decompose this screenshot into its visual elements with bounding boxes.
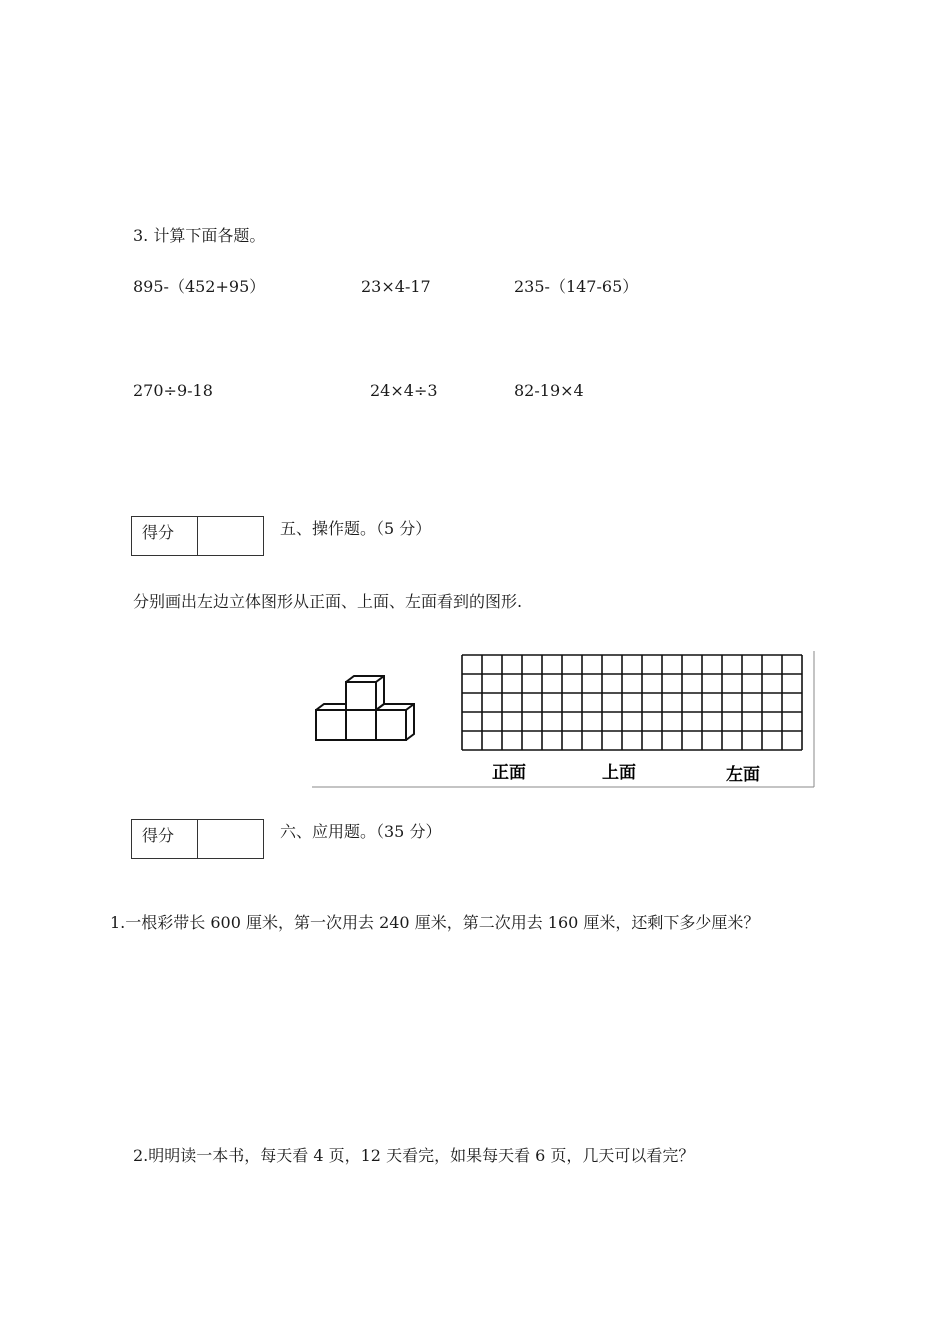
cube-stack-drawing	[316, 676, 414, 740]
grid-label-left: 左面	[726, 765, 760, 785]
score-label: 得分	[132, 517, 198, 555]
word-problem: 2.明明读一本书，每天看 4 页，12 天看完，如果每天看 6 页，几天可以看完？	[133, 1146, 695, 1165]
calc-expression: 24×4÷3	[370, 381, 438, 400]
calc-expression: 23×4-17	[361, 277, 431, 296]
grid-label-top: 上面	[602, 763, 636, 783]
word-problem: 1.一根彩带长 600 厘米，第一次用去 240 厘米，第二次用去 160 厘米，还剩下多少厘米？	[110, 913, 760, 932]
section-title: 五、操作题。（5 分）	[280, 519, 432, 538]
score-blank[interactable]	[198, 820, 263, 858]
calc-heading: 3. 计算下面各题。	[133, 226, 266, 245]
calc-expression: 235-（147-65）	[514, 277, 639, 296]
section-title: 六、应用题。（35 分）	[280, 822, 442, 841]
instruction-text: 分别画出左边立体图形从正面、上面、左面看到的图形.	[133, 592, 523, 611]
score-blank[interactable]	[198, 517, 263, 555]
calc-expression: 270÷9-18	[133, 381, 213, 400]
score-label: 得分	[132, 820, 198, 858]
figure-views	[310, 651, 816, 789]
drawing-grid	[462, 655, 802, 750]
score-box	[131, 819, 264, 859]
grid-label-front: 正面	[492, 763, 526, 783]
calc-expression: 82-19×4	[514, 381, 584, 400]
calc-expression: 895-（452+95）	[133, 277, 266, 296]
score-box	[131, 516, 264, 556]
